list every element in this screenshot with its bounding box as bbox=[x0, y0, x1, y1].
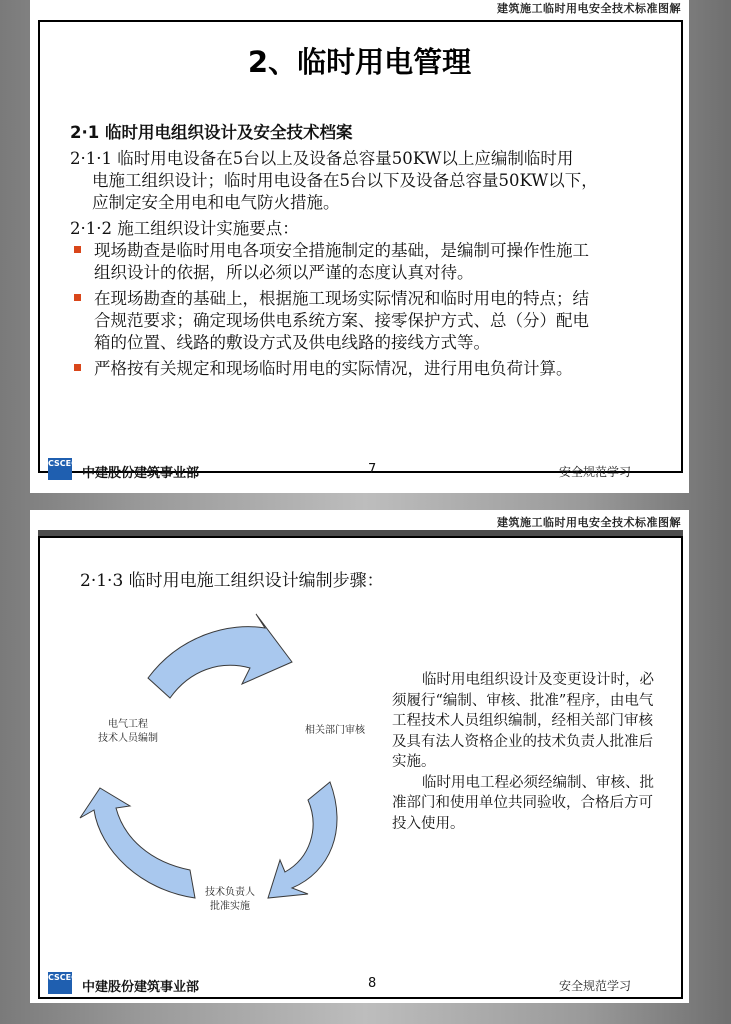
explanation-text bbox=[392, 670, 654, 834]
cycle-arrow-right bbox=[268, 782, 337, 898]
bullet-line: 组织设计的依据，所以必须以严谨的态度认真对待。 bbox=[94, 263, 474, 282]
note-paragraph: 临时用电工程必须经编制、审核、批准部门和使用单位共同验收，合格后方可投入使用。 bbox=[392, 774, 654, 832]
bullet-line: 在现场勘查的基础上，根据施工现场实际情况和临时用电的特点；结 bbox=[94, 289, 589, 308]
bullet-line: 合规范要求；确定现场供电系统方案、接零保护方式、总（分）配电 bbox=[94, 311, 589, 330]
slide-content bbox=[70, 122, 659, 380]
footer-caption: 安全规范学习 bbox=[558, 465, 631, 479]
section-heading: 2·1 临时用电组织设计及安全技术档案 bbox=[70, 123, 353, 142]
slide-title: 2·1·3 临时用电施工组织设计编制步骤： bbox=[80, 571, 384, 591]
bullet-line: 严格按有关规定和现场临时用电的实际情况，进行用电负荷计算。 bbox=[94, 359, 573, 378]
note-paragraph: 临时用电组织设计及变更设计时，必须履行“编制、审核、批准”程序，由电气工程技术人员组织编制，经相关部门审核及具有法人资格企业的技术负责人批准后实施。 bbox=[392, 672, 654, 770]
header-title: 建筑施工临时用电安全技术标准图解 bbox=[497, 516, 681, 529]
page-number: 8 bbox=[368, 976, 377, 991]
bullet-item bbox=[70, 358, 659, 380]
slide-title: 2、临时用电管理 bbox=[247, 45, 472, 79]
page-number: 7 bbox=[368, 462, 377, 477]
label-line: 批准实施 bbox=[210, 901, 250, 912]
company-logo-icon: CSCEC bbox=[48, 458, 72, 480]
label-line: 技术负责人 bbox=[205, 887, 255, 898]
company-logo-icon: CSCEC bbox=[48, 972, 72, 994]
paragraph-line: 应制定安全用电和电气防火措施。 bbox=[92, 193, 340, 212]
bullet-item bbox=[70, 240, 659, 284]
slide-footer bbox=[48, 972, 671, 998]
subsection-heading: 2·1·2 施工组织设计实施要点： bbox=[70, 219, 299, 238]
slide-page-8 bbox=[30, 510, 689, 1003]
cycle-arrow-top bbox=[148, 614, 292, 698]
paragraph-line: 2·1·1 临时用电设备在5台以上及设备总容量50KW以上应编制临时用 bbox=[70, 149, 574, 168]
diagram-label-right: 相关部门审核 bbox=[305, 725, 365, 736]
label-line: 电气工程 bbox=[108, 719, 148, 730]
diagram-label-bottom bbox=[180, 886, 280, 914]
bullet-marker-icon bbox=[74, 364, 81, 371]
bullet-marker-icon bbox=[74, 294, 81, 301]
company-name: 中建股份建筑事业部 bbox=[82, 980, 200, 995]
company-name: 中建股份建筑事业部 bbox=[82, 466, 200, 481]
cycle-arrow-left bbox=[80, 788, 195, 898]
paragraph-line: 电施工组织设计；临时用电设备在5台以下及设备总容量50KW以下， bbox=[92, 171, 598, 190]
bullet-line: 箱的位置、线路的敷设方式及供电线路的接线方式等。 bbox=[94, 333, 490, 352]
header-title: 建筑施工临时用电安全技术标准图解 bbox=[497, 2, 681, 15]
slide-page-7 bbox=[30, 0, 689, 493]
bullet-marker-icon bbox=[74, 246, 81, 253]
footer-caption: 安全规范学习 bbox=[558, 979, 631, 993]
slide-footer bbox=[48, 458, 671, 484]
bullet-item bbox=[70, 288, 659, 354]
label-line: 技术人员编制 bbox=[98, 733, 158, 744]
bullet-line: 现场勘查是临时用电各项安全措施制定的基础，是编制可操作性施工 bbox=[94, 241, 589, 260]
diagram-label-left bbox=[78, 718, 178, 746]
